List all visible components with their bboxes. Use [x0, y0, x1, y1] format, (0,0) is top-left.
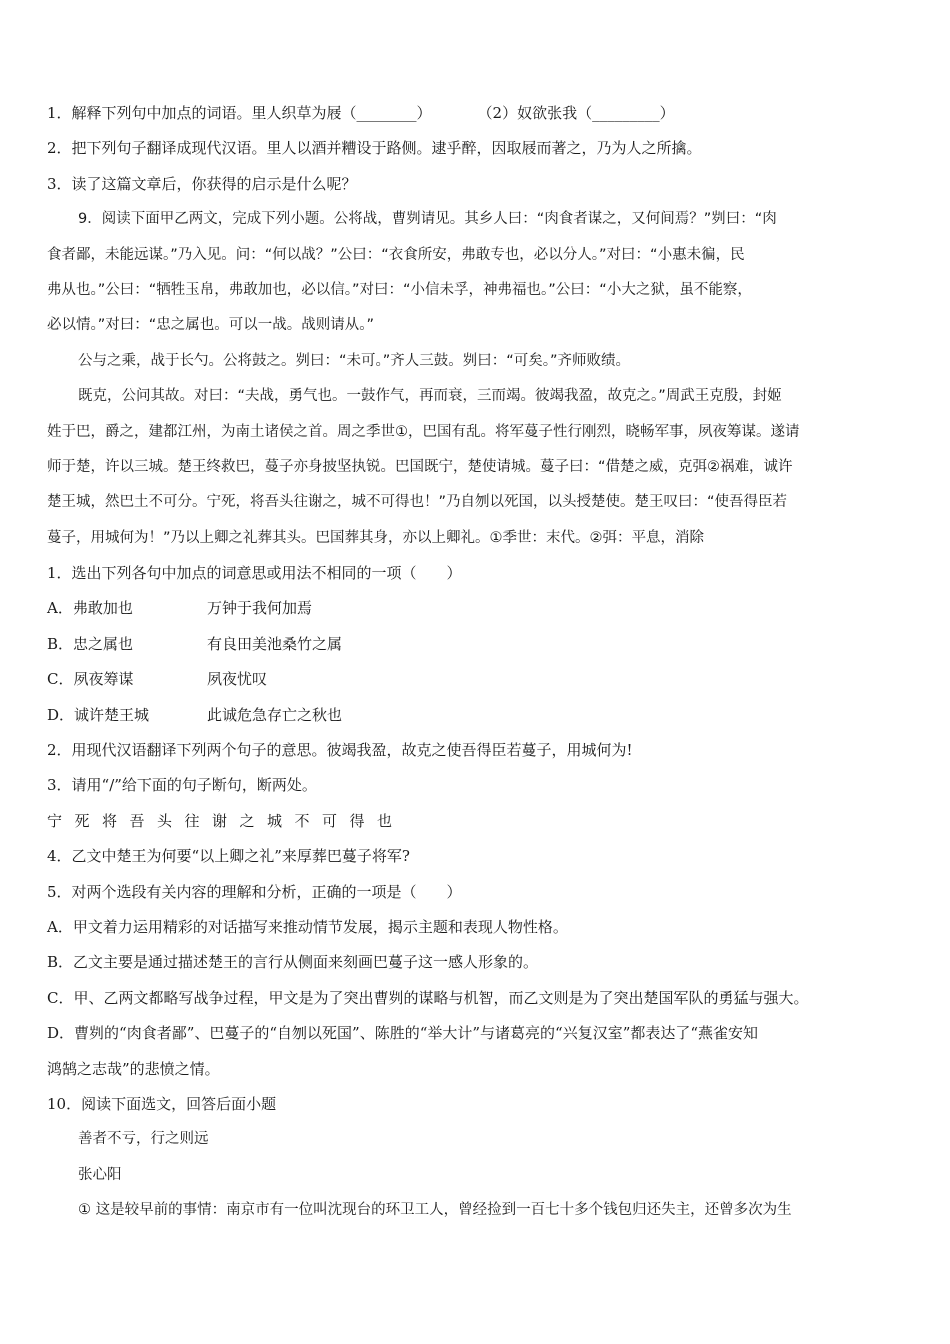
q9-sub3: 3．请用“/”给下面的句子断句，断两处。: [47, 776, 317, 795]
q9-sub1-option-a: [47, 591, 907, 626]
q9-passage-line: 师于楚，许以三城。楚王终救巴，蔓子亦身披坚执锐。巴国既宁，楚使请城。蔓子曰：“借楚之威，克弭②祸难，诚许: [47, 458, 793, 475]
q9-sub4: 4．乙文中楚王为何要“以上卿之礼”来厚葬巴蔓子将军?: [47, 847, 410, 866]
q10-paragraph-1: ① 这是较早前的事情：南京市有一位叫沈现台的环卫工人，曾经捡到一百七十多个钱包归还失主，还曾多次为生: [78, 1202, 792, 1219]
q9-sub1-option-c: [47, 662, 907, 697]
option-pair: 万钟于我何加焉: [207, 599, 313, 618]
q9-passage: [47, 202, 907, 556]
q8-sub3: 3．读了这篇文章后，你获得的启示是什么呢？: [47, 174, 357, 193]
q10-author: 张心阳: [78, 1166, 122, 1183]
q9-sub5-option-b: B．乙文主要是通过描述楚王的言行从侧面来刻画巴蔓子这一感人形象的。: [47, 953, 539, 972]
q9-sub2: 2．用现代汉语翻译下列两个句子的意思。彼竭我盈，故克之使吾得臣若蔓子，用城何为!: [47, 741, 633, 760]
q8-sub2: 2．把下列句子翻译成现代汉语。里人以酒并糟设于路侧。逮乎醉，因取屐而著之，乃为人之所擒。: [47, 139, 702, 158]
q9-sub1-option-d: [47, 698, 907, 733]
q10-title: 善者不亏，行之则远: [78, 1131, 209, 1148]
q9-sub5-option-d-cont: 鸿鹄之志哉”的悲愤之情。: [47, 1059, 220, 1078]
q9-passage-line: 食者鄙，未能远谋。”乃入见。问：“何以战？”公曰：“衣食所安，弗敢专也，必以分人。”对曰：“小惠未徧，民: [47, 246, 745, 263]
q9-passage-line: 弗从也。”公曰：“牺牲玉帛，弗敢加也，必以信。”对曰：“小信未孚，神弗福也。”公曰：“小大之狱，虽不能察，: [47, 281, 752, 298]
exam-page: [47, 96, 907, 1229]
q10-intro: 10．阅读下面选文，回答后面小题: [47, 1094, 277, 1113]
option-label: D．诚许楚王城: [47, 705, 150, 724]
q9-passage-line: 既克，公问其故。对曰：“夫战，勇气也。一鼓作气，再而衰，三而竭。彼竭我盈，故克之。”周武王克殷，封姬: [78, 388, 782, 405]
q10-passage: [47, 1122, 907, 1228]
option-pair: 此诚危急存亡之秋也: [207, 705, 343, 724]
option-label: B．忠之属也: [47, 634, 134, 653]
q9-sub5-option-a: A．甲文着力运用精彩的对话描写来推动情节发展，揭示主题和表现人物性格。: [47, 917, 568, 936]
q9-sub1: 1．选出下列各句中加点的词意思或用法不相同的一项（ ）: [47, 564, 462, 583]
q9-passage-line: 必以情。”对曰：“忠之属也。可以一战。战则请从。”: [47, 317, 375, 334]
q9-passage-line: 公与之乘，战于长勺。公将鼓之。刿曰：“未可。”齐人三鼓。刿曰：“可矣。”齐师败绩。: [78, 352, 631, 369]
q9-sub5: 5．对两个选段有关内容的理解和分析，正确的一项是（ ）: [47, 882, 462, 901]
q9-passage-line: 楚王城，然巴土不可分。宁死，将吾头往谢之，城不可得也！”乃自刎以死国，以头授楚使。楚王叹曰：“使吾得臣若: [47, 494, 788, 511]
q9-sub1-option-b: [47, 627, 907, 662]
q8-sub1-part1: 1．解释下列句中加点的词语。里人织草为屐（________）: [47, 104, 432, 122]
q9-passage-line: 蔓子，用城何为！”乃以上卿之礼葬其头。巴国葬其身，亦以上卿礼。①季世：末代。②弭：平息，消除: [47, 529, 705, 546]
option-label: C．夙夜筹谋: [47, 670, 134, 689]
q9-sub5-option-c: C．甲、乙两文都略写战争过程，甲文是为了突出曹刿的谋略与机智，而乙文则是为了突出楚国军队的勇猛与强大。: [47, 988, 809, 1007]
q9-sub5-option-d: D．曹刿的“肉食者鄙”、巴蔓子的“自刎以死国”、陈胜的“举大计”与诸葛亮的“兴复汉室”都表达了“燕雀安知: [47, 1024, 759, 1043]
q8-sub1-part2: （2）奴欲张我（_________）: [477, 104, 675, 122]
option-pair: 夙夜忧叹: [207, 670, 268, 689]
q9-passage-line: 姓于巴，爵之，建都江州，为南土诸侯之首。周之季世①，巴国有乱。将军蔓子性行刚烈，晓畅军事，夙夜筹谋。遂请: [47, 423, 800, 440]
option-pair: 有良田美池桑竹之属: [207, 634, 343, 653]
q9-sub3-sentence: 宁死将吾头往谢之城不可得也: [47, 811, 405, 830]
option-label: A．弗敢加也: [47, 599, 133, 618]
q9-passage-line: 9．阅读下面甲乙两文，完成下列小题。公将战，曹刿请见。其乡人曰：“肉食者谋之，又何间焉？”刿曰：“肉: [78, 211, 777, 228]
q8-sub1: [47, 96, 907, 131]
